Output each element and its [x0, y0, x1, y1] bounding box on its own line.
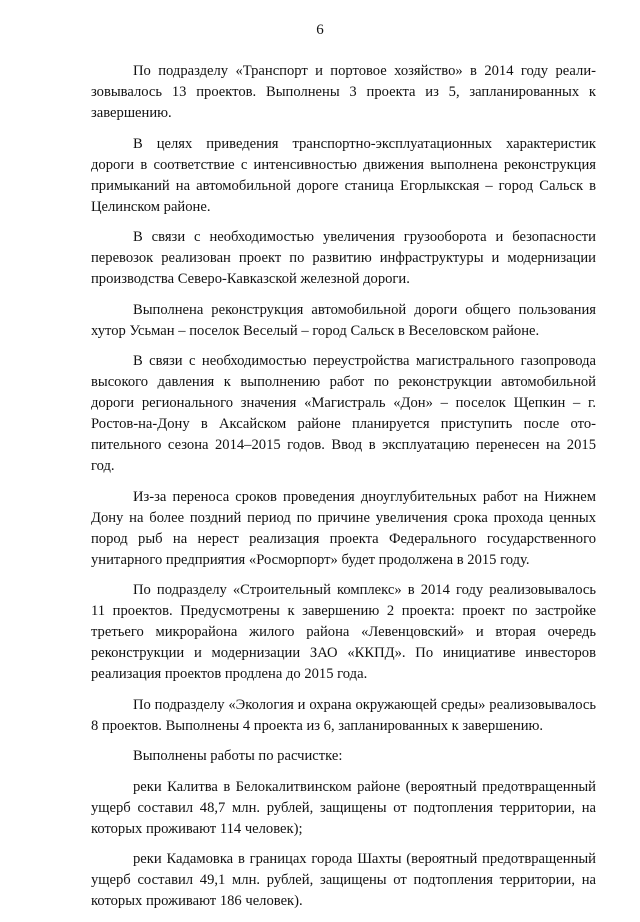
paragraph-kadamovka-river: реки Кадамовка в границах города Шахты (вероятный предотвращенный ущерб составил 49,1 млн. рублей, защищены от подтопления территории, на которых проживают 186 человек).	[91, 851, 596, 909]
paragraph-dredging-rosmorport: Из-за переноса сроков проведения дноуглубительных работ на Нижнем Дону на более поздний период по причине увеличения срока прохода ценных пород рыб на нерест реализация проекта Федерального государственного унитарного предприятия «Росморпорт» будет продолжена в 2015 году.	[91, 488, 596, 568]
paragraph-road-junction-reconstruction: В целях приведения транспортно-эксплуатационных характеристик дороги в соответствие с интенсивностью движения выполнена реконструкция примыканий на автомобильной дороге станица Егорлыкская – город Сальск в Целинском районе.	[91, 135, 596, 215]
page-number: 6	[316, 22, 324, 38]
paragraph-usman-road-reconstruction: Выполнена реконструкция автомобильной дороги общего пользования хутор Усьман – поселок Веселый – город Сальск в Веселовском районе.	[91, 301, 596, 339]
paragraph-ecology-summary: По подразделу «Экология и охрана окружающей среды» реализовывалось 8 проектов. Выполнены 4 проекта из 6, запланированных к завершению.	[91, 696, 596, 734]
paragraph-transport-summary: По подразделу «Транспорт и портовое хозяйство» в 2014 году реализовывалось 13 проектов. Выполнены 3 проекта из 5, запланированных к завершению.	[91, 63, 596, 121]
paragraph-gas-pipeline-road: В связи с необходимостью переустройства магистрального газопровода высокого давления к выполнению работ по реконструкции автомобильной дороги регионального значения «Магистраль «Дон» – поселок Щепкин – г. Ростов-на-Дону в Аксайском районе планируется приступить после отопительного сезона 2014–2015 годов. Ввод в эксплуатацию перенесен на 2015 год.	[91, 353, 596, 474]
paragraph-construction-complex: По подразделу «Строительный комплекс» в 2014 году реализовывалось 11 проектов. Предусмотрены к завершению 2 проекта: проект по застройке третьего микрорайона жилого района «Левенцовский» и вторая очередь реконструкции и модернизации ЗАО «ККПД». По инициативе инвесторов реализация проектов продлена до 2015 года.	[91, 582, 596, 682]
paragraph-kalitva-river: реки Калитва в Белокалитвинском районе (вероятный предотвращенный ущерб составил 48,7 млн. рублей, защищены от подтопления территории, на которых проживают 114 человек);	[91, 778, 596, 837]
document-body	[91, 61, 596, 922]
paragraph-railway-infrastructure: В связи с необходимостью увеличения грузооборота и безопасности перевозок реализован проект по развитию инфраструктуры и модернизации производства Северо-Кавказской железной дороги.	[91, 229, 596, 287]
paragraph-clearing-works-heading: Выполнены работы по расчистке:	[133, 748, 343, 764]
